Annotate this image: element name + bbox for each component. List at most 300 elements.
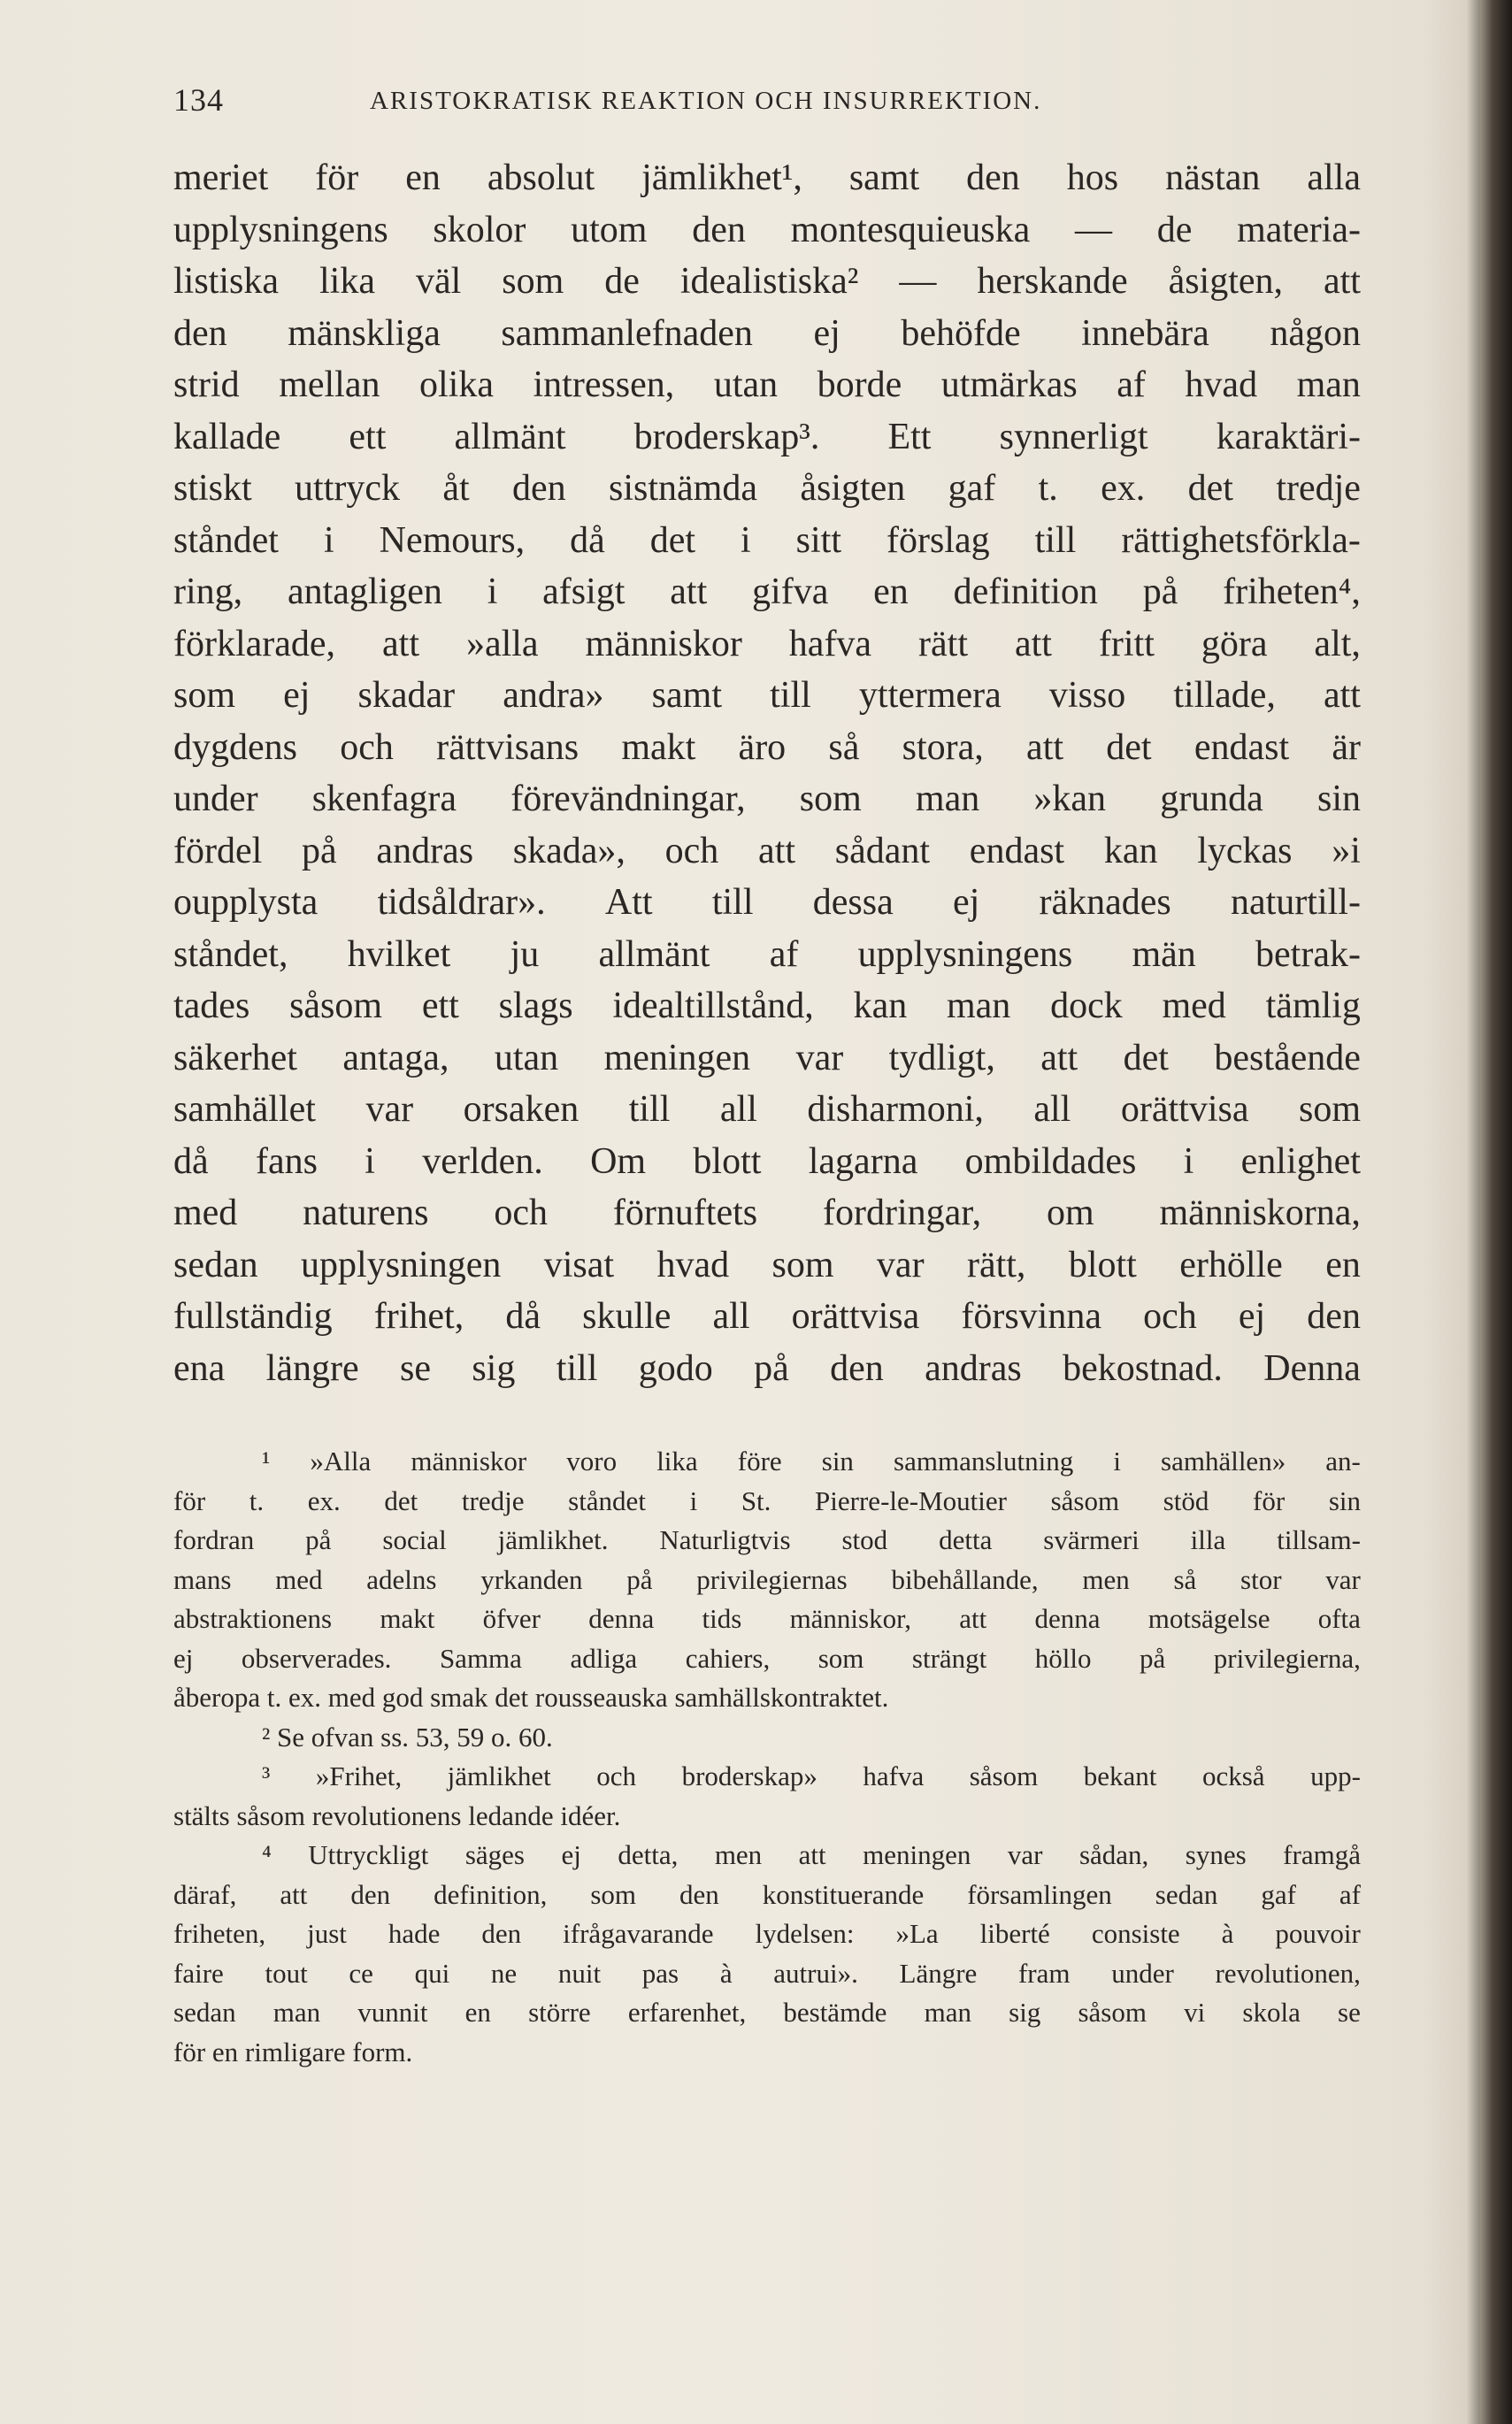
word: som bbox=[817, 1642, 864, 1674]
word: observerades. bbox=[241, 1642, 392, 1674]
word: allmänt bbox=[454, 416, 566, 457]
word: var bbox=[795, 1037, 844, 1078]
word: sitt bbox=[795, 519, 842, 561]
word: Längre bbox=[899, 1957, 978, 1989]
word: samhället bbox=[173, 1089, 316, 1130]
word: hos bbox=[1066, 157, 1119, 198]
word: som bbox=[502, 261, 564, 302]
word: Pierre-le-Moutier bbox=[815, 1484, 1007, 1516]
word: väl bbox=[415, 261, 462, 302]
word: visso bbox=[1048, 675, 1126, 716]
word: man bbox=[1296, 364, 1361, 405]
word: ett bbox=[349, 416, 387, 457]
word: herskande bbox=[977, 261, 1128, 302]
word: strängt bbox=[911, 1642, 987, 1674]
word: bestående bbox=[1214, 1037, 1361, 1078]
word: fans bbox=[255, 1140, 318, 1182]
word: consiste bbox=[1091, 1918, 1180, 1949]
word: detta bbox=[939, 1524, 993, 1555]
word: montesquieuska bbox=[790, 209, 1031, 250]
word: »Alla bbox=[310, 1446, 372, 1477]
body-line bbox=[173, 359, 1361, 411]
footnote-line bbox=[173, 1561, 1361, 1600]
body-line bbox=[173, 980, 1361, 1032]
word: skada», bbox=[512, 830, 626, 871]
word: människor bbox=[411, 1446, 527, 1477]
word: motsägelse bbox=[1147, 1603, 1270, 1634]
word: en bbox=[405, 157, 441, 198]
word: till bbox=[770, 675, 811, 716]
word: den bbox=[692, 209, 746, 250]
footnotes bbox=[173, 1442, 1361, 2072]
word: konstituerande bbox=[762, 1878, 925, 1910]
word: under bbox=[1111, 1957, 1174, 1989]
word: en bbox=[873, 571, 909, 612]
word: verlden. bbox=[422, 1140, 543, 1182]
word: den bbox=[966, 157, 1020, 198]
word: gaf bbox=[948, 468, 996, 509]
word: yttermera bbox=[858, 675, 1002, 716]
word: jämlikhet bbox=[447, 1760, 551, 1791]
body-line bbox=[173, 1291, 1361, 1343]
word: den bbox=[481, 1918, 522, 1949]
word: ej bbox=[813, 312, 840, 354]
word: sammanlefnaden bbox=[501, 312, 753, 354]
footnote-line bbox=[173, 1836, 1361, 1876]
word: pouvoir bbox=[1275, 1918, 1361, 1949]
word: orättvisa bbox=[791, 1296, 920, 1337]
body-line bbox=[173, 1239, 1361, 1292]
word: upplysningens bbox=[173, 209, 388, 250]
word: tidsåldrar». bbox=[377, 882, 546, 923]
word: åsigten bbox=[800, 468, 906, 509]
word: och bbox=[1143, 1296, 1197, 1337]
word: som bbox=[173, 675, 236, 716]
footnote-line bbox=[173, 1442, 1361, 1482]
word: för bbox=[1253, 1484, 1286, 1516]
word: som bbox=[590, 1878, 637, 1910]
word: autrui». bbox=[773, 1957, 858, 1989]
body-line bbox=[173, 1084, 1361, 1136]
word: de bbox=[1156, 209, 1193, 250]
word: åsigten, bbox=[1168, 261, 1284, 302]
word: som bbox=[771, 1244, 834, 1285]
word: och bbox=[596, 1760, 637, 1791]
word: just bbox=[307, 1918, 347, 1949]
footnote-line bbox=[173, 1993, 1361, 2033]
word: stor bbox=[1240, 1563, 1282, 1595]
word: hvilket bbox=[347, 933, 451, 975]
word: till bbox=[711, 882, 754, 923]
body-line bbox=[173, 256, 1361, 308]
word: ¹ bbox=[262, 1446, 271, 1477]
word: som bbox=[799, 779, 862, 819]
word: tillsam- bbox=[1277, 1524, 1361, 1555]
word: innebära bbox=[1081, 312, 1209, 354]
word: »La bbox=[895, 1918, 939, 1949]
word: absolut bbox=[487, 157, 595, 198]
word: det bbox=[1106, 726, 1152, 768]
word: att bbox=[758, 830, 796, 871]
word: skadar bbox=[357, 675, 456, 716]
word: då bbox=[570, 519, 605, 561]
word: Naturligtvis bbox=[659, 1524, 791, 1555]
word: tredje bbox=[461, 1484, 525, 1516]
word: andra» bbox=[503, 675, 604, 716]
word: om bbox=[1046, 1193, 1094, 1233]
word: strid bbox=[173, 364, 240, 405]
word: förklarade, bbox=[173, 623, 336, 664]
word: bestämde bbox=[783, 1997, 887, 2028]
word: sin bbox=[1328, 1484, 1361, 1516]
word: skolor bbox=[433, 209, 526, 250]
word: så bbox=[1173, 1563, 1197, 1595]
word: uttryck bbox=[295, 468, 401, 509]
word: nästan bbox=[1165, 157, 1261, 198]
word: sedan bbox=[173, 1997, 236, 2028]
word: i bbox=[741, 519, 751, 561]
word: alt, bbox=[1314, 623, 1361, 664]
body-line bbox=[173, 1187, 1361, 1239]
word: lika bbox=[319, 261, 375, 302]
word: det bbox=[1187, 468, 1233, 509]
word: intressen, bbox=[533, 364, 675, 405]
word: till bbox=[556, 1347, 598, 1389]
body-line bbox=[173, 515, 1361, 567]
word: samhällen» bbox=[1161, 1446, 1286, 1477]
word: Uttryckligt bbox=[308, 1839, 429, 1870]
word: gaf bbox=[1261, 1878, 1296, 1910]
word: för bbox=[315, 157, 359, 198]
body-line bbox=[173, 670, 1361, 722]
word: fordringar, bbox=[823, 1193, 982, 1233]
word: tredje bbox=[1276, 468, 1361, 509]
word: privilegierna, bbox=[1213, 1642, 1361, 1674]
word: med bbox=[173, 1193, 238, 1233]
word: »alla bbox=[465, 623, 539, 664]
word: upplysningens bbox=[857, 933, 1073, 975]
word: den bbox=[512, 468, 566, 509]
word: sådant bbox=[834, 830, 931, 871]
word: att bbox=[1323, 675, 1361, 716]
word: revolutionen, bbox=[1215, 1957, 1361, 1989]
word: hafva bbox=[863, 1760, 925, 1791]
word: definition bbox=[953, 571, 1098, 612]
word: »Frihet, bbox=[315, 1760, 403, 1791]
word: på bbox=[305, 1524, 332, 1555]
word: förnuftets bbox=[612, 1193, 758, 1233]
word: försvinna bbox=[961, 1296, 1101, 1337]
word: på bbox=[302, 830, 337, 871]
word: bekostnad. bbox=[1063, 1347, 1223, 1389]
word: all bbox=[719, 1089, 757, 1130]
word: stöd bbox=[1163, 1484, 1209, 1516]
word: adliga bbox=[570, 1642, 638, 1674]
word: ³ bbox=[262, 1760, 271, 1791]
word: denna bbox=[1034, 1603, 1101, 1634]
word: sedan bbox=[1155, 1878, 1218, 1910]
page-number: 134 bbox=[173, 82, 224, 118]
word: bibehållande, bbox=[891, 1563, 1039, 1595]
word: dessa bbox=[812, 882, 894, 923]
word: ståndet bbox=[568, 1484, 646, 1516]
body-line bbox=[173, 825, 1361, 878]
word: men bbox=[1082, 1563, 1130, 1595]
word: stora, bbox=[902, 726, 984, 768]
word: friheten, bbox=[173, 1918, 266, 1949]
word: makt bbox=[380, 1603, 435, 1634]
word: rätt, bbox=[966, 1244, 1026, 1285]
word: ståndet, bbox=[173, 933, 288, 975]
word: jämlikhet. bbox=[497, 1524, 609, 1555]
word: ofta bbox=[1317, 1603, 1361, 1634]
word: gifva bbox=[752, 571, 829, 612]
word: förevändningar, bbox=[510, 779, 746, 819]
word: enlighet bbox=[1240, 1140, 1361, 1182]
word: lydelsen: bbox=[755, 1918, 855, 1949]
word: blott bbox=[1068, 1244, 1137, 1285]
word: visat bbox=[543, 1244, 615, 1285]
word: i bbox=[323, 519, 334, 561]
word: såsom bbox=[1078, 1997, 1147, 2028]
word: à bbox=[719, 1957, 733, 1989]
word: såsom bbox=[1050, 1484, 1120, 1516]
word: att bbox=[1040, 1037, 1078, 1078]
word: ex. bbox=[307, 1484, 341, 1516]
word: frihet, bbox=[373, 1296, 464, 1337]
word: se bbox=[1338, 1997, 1361, 2028]
word: äro bbox=[738, 726, 787, 768]
word: att bbox=[280, 1878, 308, 1910]
word: Nemours, bbox=[379, 519, 526, 561]
word: lika bbox=[656, 1446, 698, 1477]
word: under bbox=[173, 779, 258, 819]
word: Denna bbox=[1263, 1347, 1361, 1389]
word: kan bbox=[1103, 830, 1158, 871]
word: karaktäri- bbox=[1216, 416, 1361, 457]
word: erfarenhet, bbox=[627, 1997, 747, 2028]
word: dock bbox=[1050, 986, 1123, 1026]
word: synes bbox=[1185, 1839, 1247, 1870]
word: oupplysta bbox=[173, 882, 319, 923]
word: att bbox=[670, 571, 708, 612]
body-line bbox=[173, 1032, 1361, 1085]
word: stiskt bbox=[173, 468, 252, 509]
word: upp- bbox=[1310, 1760, 1361, 1791]
word: och bbox=[494, 1193, 548, 1233]
word: andras bbox=[376, 830, 474, 871]
word: att bbox=[1014, 623, 1052, 664]
word: tades bbox=[173, 986, 250, 1026]
word: rättvisans bbox=[436, 726, 579, 768]
word: Samma bbox=[439, 1642, 522, 1674]
word: med bbox=[275, 1563, 323, 1595]
word: var bbox=[876, 1244, 925, 1285]
word: betrak- bbox=[1255, 933, 1361, 975]
word: — bbox=[899, 261, 937, 302]
word: all bbox=[712, 1296, 750, 1337]
word: däraf, bbox=[173, 1878, 237, 1910]
word: makt bbox=[621, 726, 696, 768]
word: qui bbox=[414, 1957, 450, 1989]
word: se bbox=[399, 1347, 431, 1389]
word: på bbox=[626, 1563, 653, 1595]
body-line bbox=[173, 929, 1361, 981]
word: listiska bbox=[173, 261, 280, 302]
word: synnerligt bbox=[999, 416, 1148, 457]
word: ett bbox=[421, 986, 459, 1026]
word: till bbox=[1034, 519, 1077, 561]
word: kan bbox=[853, 986, 908, 1026]
word: Att bbox=[604, 882, 653, 923]
word: meningen bbox=[603, 1037, 751, 1078]
page-header bbox=[173, 81, 1377, 126]
word: rättighetsförkla- bbox=[1121, 519, 1361, 561]
word: grunda bbox=[1160, 779, 1263, 819]
word: detta, bbox=[618, 1839, 679, 1870]
word: Ett bbox=[887, 416, 932, 457]
word: yrkanden bbox=[480, 1563, 583, 1595]
word: hvad bbox=[1185, 364, 1258, 405]
word: människorna, bbox=[1159, 1193, 1361, 1233]
word: borde bbox=[817, 364, 902, 405]
word: skenfagra bbox=[311, 779, 457, 819]
word: fullständig bbox=[173, 1296, 333, 1337]
body-text bbox=[173, 152, 1361, 1394]
body-line bbox=[173, 877, 1361, 929]
word: längre bbox=[265, 1347, 359, 1389]
word: säges bbox=[464, 1839, 525, 1870]
word: samt bbox=[651, 675, 722, 716]
word: liberté bbox=[979, 1918, 1050, 1949]
footnote-line: för en rimligare form. bbox=[173, 2036, 413, 2067]
word: tämlig bbox=[1265, 986, 1361, 1026]
word: utan bbox=[713, 364, 779, 405]
word: församlingen bbox=[967, 1878, 1112, 1910]
word: utan bbox=[494, 1037, 559, 1078]
word: cahiers, bbox=[685, 1642, 771, 1674]
footnote-line: åberopa t. ex. med god smak det rousseauska samhällskontraktet. bbox=[173, 1682, 889, 1713]
word: höllo bbox=[1034, 1642, 1092, 1674]
word: blott bbox=[693, 1140, 762, 1182]
word: sistnämda bbox=[609, 468, 757, 509]
word: sig bbox=[472, 1347, 516, 1389]
word: ej bbox=[561, 1839, 581, 1870]
word: var bbox=[1325, 1563, 1361, 1595]
word: antagligen bbox=[287, 571, 442, 612]
word: att bbox=[798, 1839, 826, 1870]
body-line bbox=[173, 463, 1361, 515]
word: sin bbox=[1316, 779, 1361, 819]
word: broderskap» bbox=[681, 1760, 817, 1791]
word: orsaken bbox=[463, 1089, 579, 1130]
word: antaga, bbox=[342, 1037, 449, 1078]
word: den bbox=[173, 312, 227, 354]
word: sin bbox=[821, 1446, 854, 1477]
word: slags bbox=[498, 986, 573, 1026]
word: så bbox=[828, 726, 860, 768]
word: ej bbox=[283, 675, 311, 716]
word: att bbox=[382, 623, 419, 664]
word: mans bbox=[173, 1563, 232, 1595]
word: dygdens bbox=[173, 726, 297, 768]
word: andras bbox=[925, 1347, 1022, 1389]
word: det bbox=[384, 1484, 418, 1516]
word: pas bbox=[641, 1957, 679, 1989]
word: ej bbox=[173, 1642, 194, 1674]
word: Om bbox=[590, 1140, 647, 1182]
word: social bbox=[382, 1524, 447, 1555]
body-line bbox=[173, 566, 1361, 618]
word: meriet bbox=[173, 157, 269, 198]
word: hvad bbox=[656, 1244, 730, 1285]
word: på bbox=[1140, 1642, 1166, 1674]
body-line bbox=[173, 308, 1361, 360]
word: ståndet bbox=[173, 519, 279, 561]
word: det bbox=[649, 519, 696, 561]
word: ej bbox=[1238, 1296, 1266, 1337]
word: t. bbox=[1038, 468, 1058, 509]
body-line bbox=[173, 773, 1361, 825]
word: den bbox=[830, 1347, 884, 1389]
word: upplysningen bbox=[301, 1244, 502, 1285]
word: adelns bbox=[366, 1563, 437, 1595]
word: bekant bbox=[1083, 1760, 1157, 1791]
word: hafva bbox=[788, 623, 872, 664]
word: i bbox=[689, 1484, 698, 1516]
word: och bbox=[340, 726, 394, 768]
body-line bbox=[173, 722, 1361, 774]
word: mellan bbox=[279, 364, 380, 405]
word: i bbox=[487, 571, 498, 612]
word: t. bbox=[249, 1484, 265, 1516]
word: afsigt bbox=[542, 571, 626, 612]
word: samt bbox=[848, 157, 920, 198]
word: fram bbox=[1017, 1957, 1071, 1989]
word: att bbox=[959, 1603, 987, 1634]
word: sammanslutning bbox=[894, 1446, 1074, 1477]
word: var bbox=[365, 1089, 414, 1130]
footnote-line bbox=[173, 1876, 1361, 1915]
word: af bbox=[769, 933, 799, 975]
footnote-line bbox=[173, 1482, 1361, 1522]
word: tout bbox=[265, 1957, 308, 1989]
word: människor, bbox=[789, 1603, 911, 1634]
word: tydligt, bbox=[888, 1037, 995, 1078]
word: allmänt bbox=[598, 933, 710, 975]
word: på bbox=[754, 1347, 789, 1389]
word: illa bbox=[1190, 1524, 1226, 1555]
word: idealtillstånd, bbox=[612, 986, 814, 1026]
word: St. bbox=[741, 1484, 771, 1516]
word: någon bbox=[1270, 312, 1361, 354]
word: är bbox=[1332, 726, 1361, 768]
word: endast bbox=[1193, 726, 1290, 768]
word: privilegiernas bbox=[696, 1563, 848, 1595]
word: ex. bbox=[1101, 468, 1146, 509]
word: tillade, bbox=[1173, 675, 1276, 716]
word: skulle bbox=[582, 1296, 672, 1337]
word: »i bbox=[1332, 830, 1361, 871]
body-line bbox=[173, 618, 1361, 671]
word: endast bbox=[969, 830, 1065, 871]
footnote-line: ² Se ofvan ss. 53, 59 o. 60. bbox=[262, 1721, 553, 1753]
word: skola bbox=[1242, 1997, 1301, 2028]
footnote-line bbox=[173, 1757, 1361, 1797]
word: — bbox=[1074, 209, 1112, 250]
word: ej bbox=[952, 882, 980, 923]
footnote-line bbox=[173, 1639, 1361, 1679]
